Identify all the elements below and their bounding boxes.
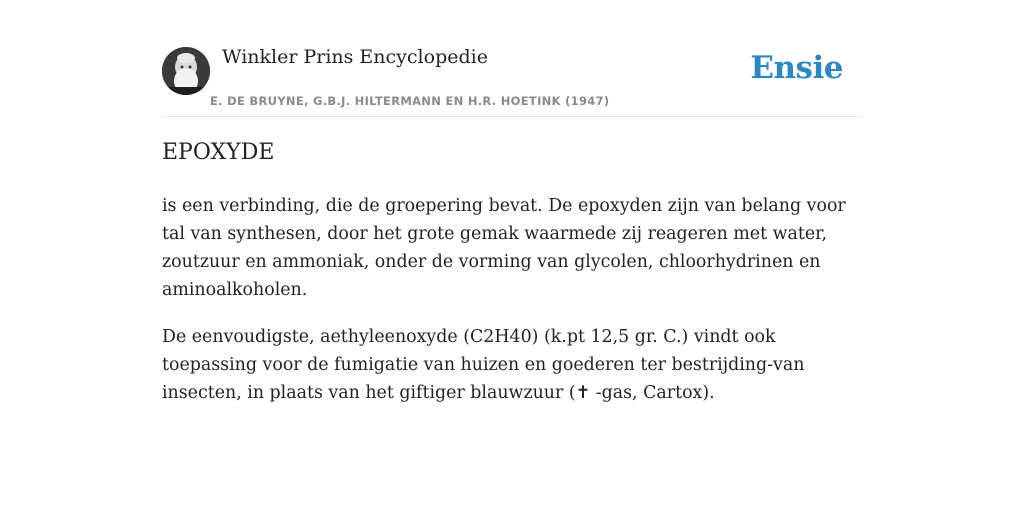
author-portrait-avatar[interactable] xyxy=(162,47,210,95)
paragraph-1: is een verbinding, die de groepering bevat. De epoxyden zijn van belang voor tal van synthesen, door het grote gemak waarmede zij reageren met water, zoutzuur en ammoniak, onder de vorming van glycolen, chloorhydrinen en aminoalkoholen. xyxy=(162,196,846,300)
ensie-logo-link[interactable]: Ensie xyxy=(750,50,843,86)
paragraph-2 xyxy=(162,323,870,407)
source-authors: E. DE BRUYNE, G.B.J. HILTERMANN EN H.R. HOETINK (1947) xyxy=(210,94,610,108)
entry-body xyxy=(162,192,870,426)
paragraph-2-text-after: -gas, Cartox). xyxy=(590,383,715,403)
entry-title: EPOXYDE xyxy=(162,140,275,165)
portrait-icon xyxy=(162,47,210,95)
source-title[interactable]: Winkler Prins Encyclopedie xyxy=(222,46,488,68)
cross-symbol: ✝ xyxy=(575,383,591,403)
header xyxy=(162,40,862,117)
paragraph-2-text-before: De eenvoudigste, aethyleenoxyde (C2H40) (k.pt 12,5 gr. C.) vindt ook toepassing voor de fumigatie van huizen en goederen ter bestrijding-van insecten, in plaats van het giftiger blauwzuur ( xyxy=(162,327,805,403)
